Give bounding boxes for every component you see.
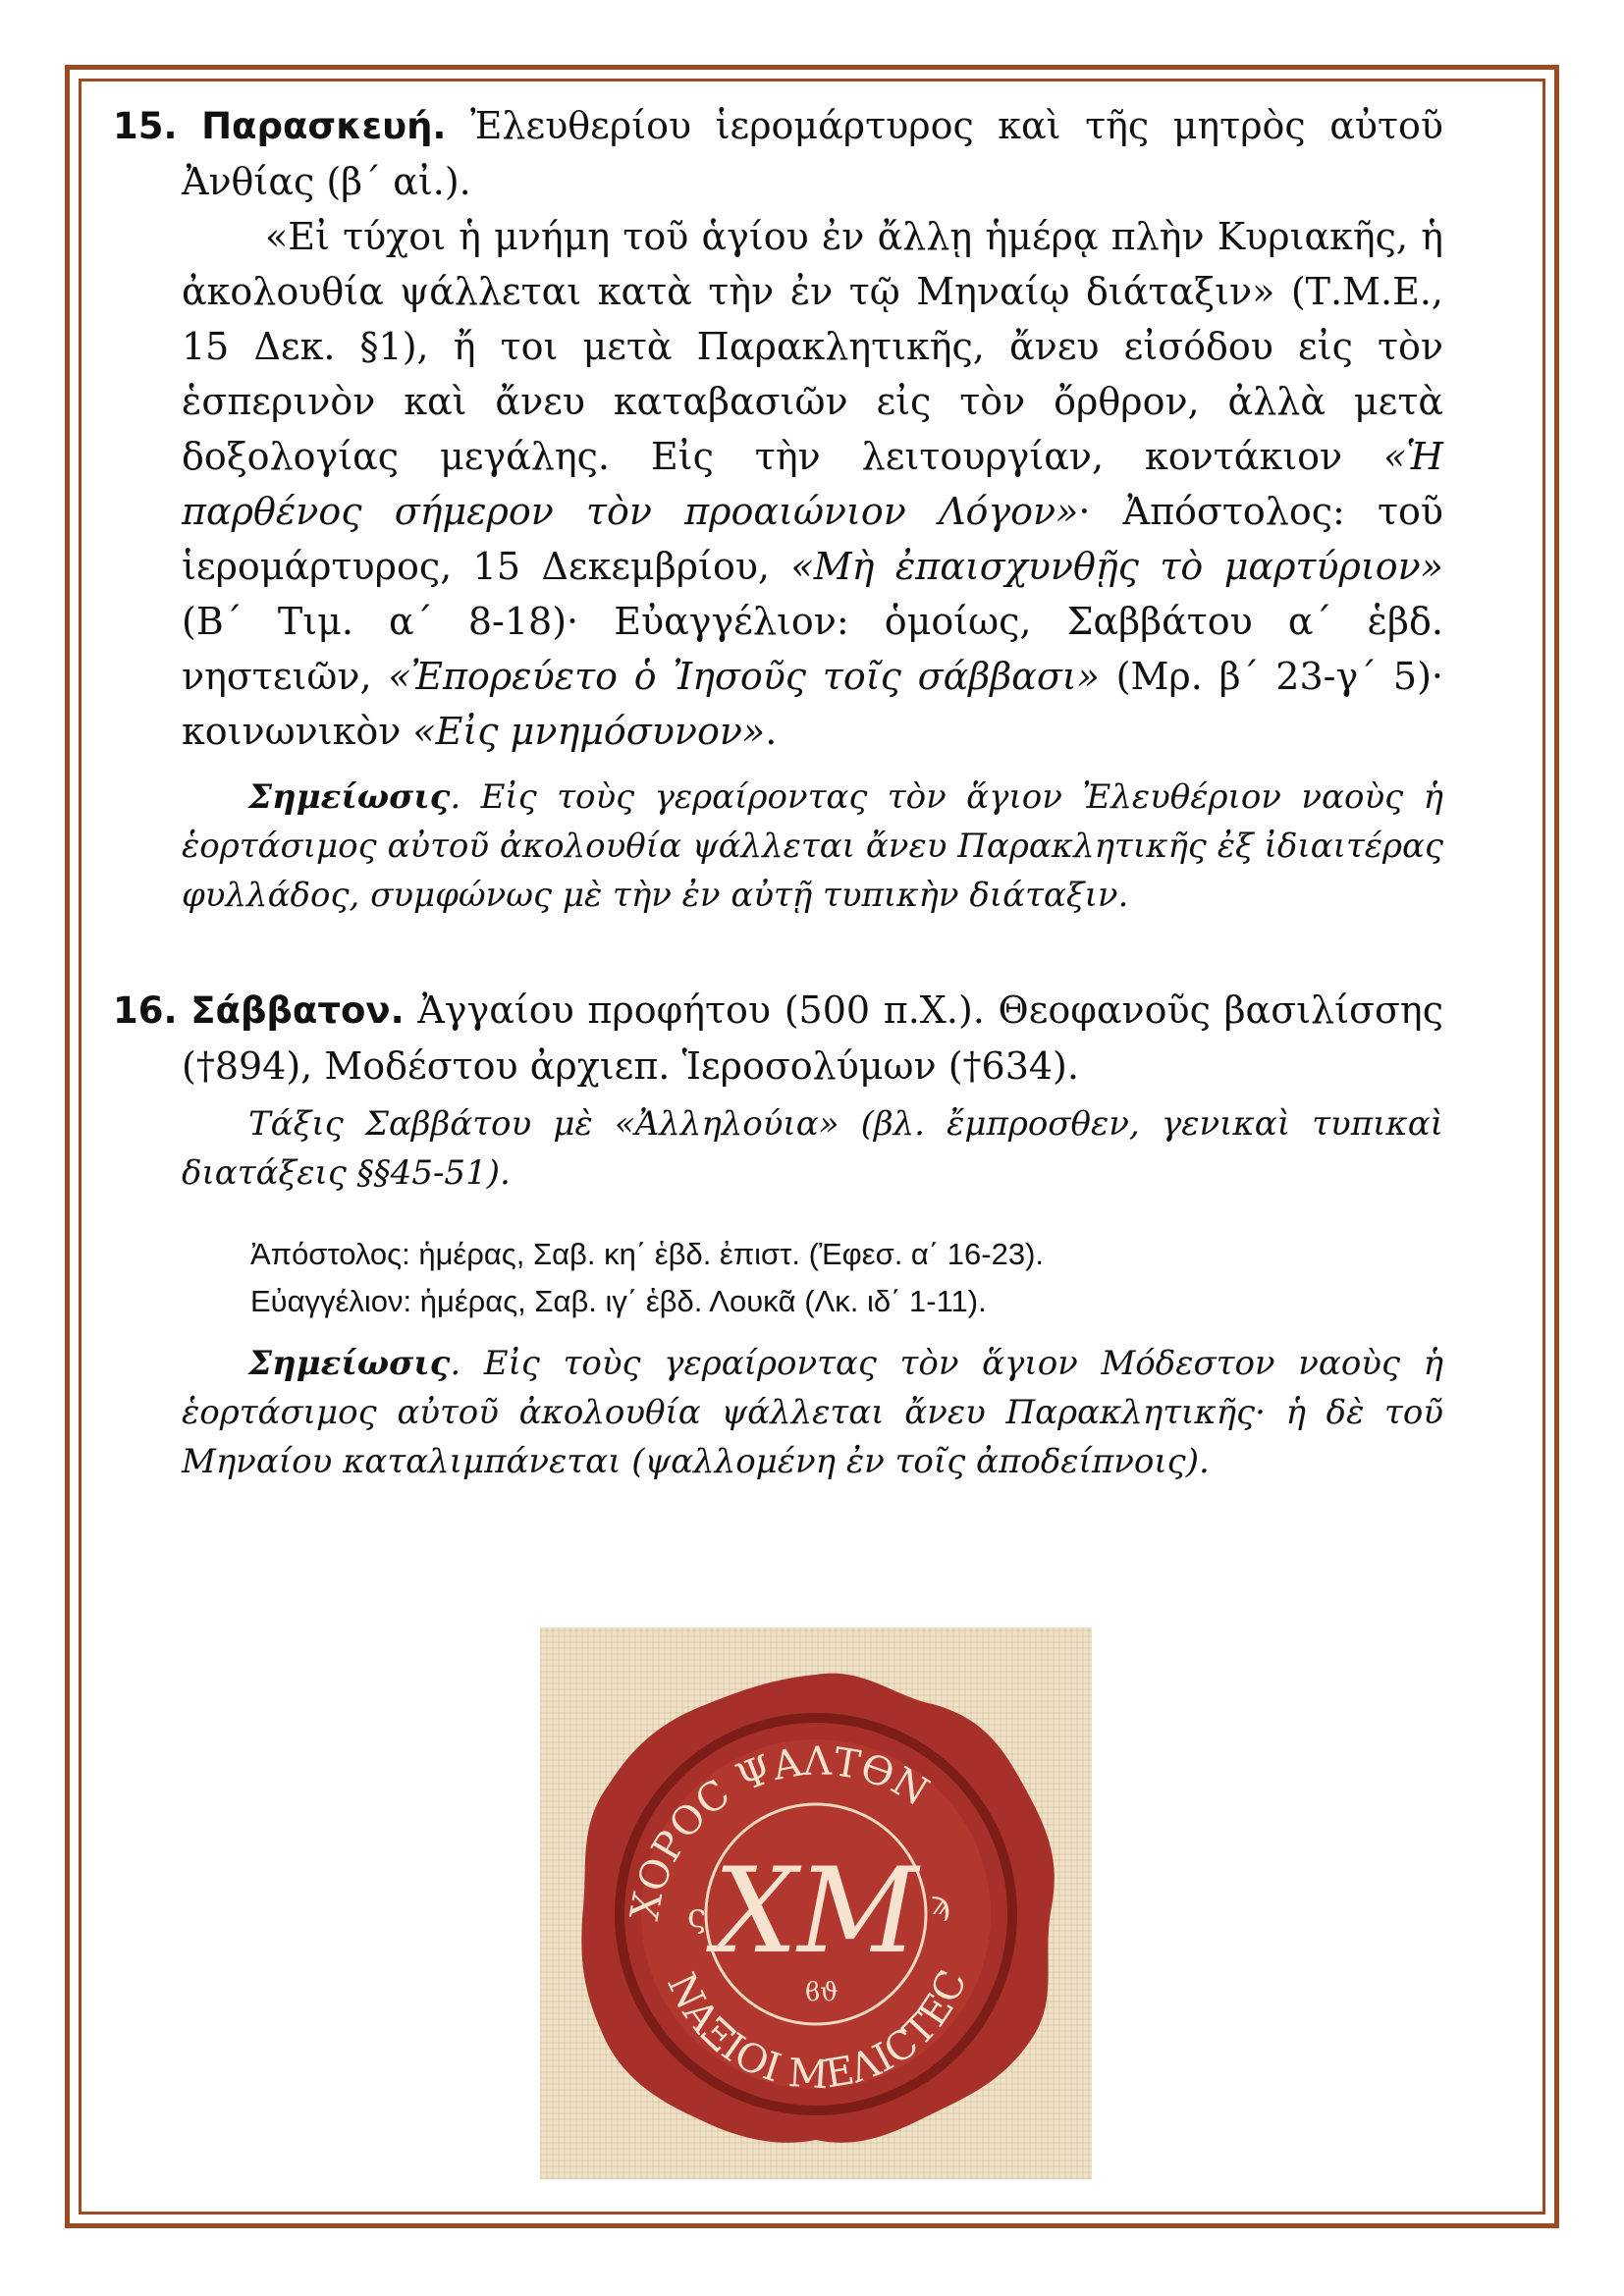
- seal-bottom-text: ΝΑΞΙΟΙ ΜΕΛΙCΤΕC: [658, 1963, 976, 2099]
- entry-16-readings: [113, 1231, 1443, 1325]
- taxis-text: Τάξις Σαββάτου μὲ «Ἀλληλούια» (βλ. ἔμπροσθεν, γενικαὶ τυπικαὶ διατάξεις §§45-51).: [182, 1104, 1443, 1193]
- entry-16-taxis: [113, 1099, 1443, 1198]
- seal-left-mark: ς: [687, 1896, 707, 1936]
- reading-evangelion: Εὐαγγέλιον: ἡμέρας, Σαβ. ιγ΄ ἑβδ. Λουκᾶ (Λκ. ιδ΄ 1-11).: [250, 1284, 987, 1318]
- entry-number: 15.: [113, 105, 178, 147]
- entry-16-note: [113, 1339, 1443, 1486]
- reading-apostolos: Ἀπόστολος: ἡμέρας, Σαβ. κη΄ ἑβδ. ἐπιστ. (Ἐφεσ. α΄ 16-23).: [250, 1237, 1045, 1271]
- entry-15-heading: [113, 98, 1443, 209]
- entry-day: Σάββατον.: [190, 989, 405, 1032]
- entry-16-heading: [113, 983, 1443, 1094]
- seal-under-mark: ϐϑ: [805, 1978, 839, 2007]
- entry-number: 16.: [113, 989, 178, 1032]
- page-content: [113, 98, 1443, 1520]
- body-text: «Εἰ τύχοι ἡ μνήμη τοῦ ἁγίου ἐν ἄλλῃ ἡμέρᾳ πλὴν Κυριακῆς, ἡ ἀκολουθία ψάλλεται κατὰ τὴν ἐν τῷ Μηναίῳ διάταξιν» (Τ.Μ.Ε., 15 Δεκ. §1), ἤ τοι μετὰ Παρακλητικῆς, ἄνευ εἰσόδου εἰς τὸν ἑσπερινὸν καὶ ἄνευ καταβασιῶν εἰς τὸν ὄρθρον, ἀλλὰ μετὰ δοξολογίας μεγάλης. Εἰς τὴν λειτουργίαν, κοντάκιον: [182, 215, 1443, 478]
- apostle-quote: «Μὴ ἐπαισχυνθῇς τὸ μαρτύριον»: [790, 545, 1444, 588]
- entry-title: Ἀγγαίου προφήτου (500 π.Χ.). Θεοφανοῦς βασιλίσσης (†894), Μοδέστου ἀρχιεπ. Ἱεροσολύμων (†634).: [182, 988, 1443, 1088]
- seal-right-mark: ϡ: [931, 1884, 950, 1923]
- entry-title: Ἐλευθερίου ἱερομάρτυρος καὶ τῆς μητρὸς αὐτοῦ Ἀνθίας (β΄ αἰ.).: [182, 104, 1443, 203]
- kontakion-quote: «Ἡ παρθένος σήμερον τὸν προαιώνιον Λόγον»: [182, 435, 1443, 533]
- note-text: . Εἰς τοὺς γεραίροντας τὸν ἅγιον Μόδεστον ναοὺς ἡ ἑορτάσιμος αὐτοῦ ἀκολουθία ψάλλεται ἄνευ Παρακλητικῆς· ἡ δὲ τοῦ Μηναίου καταλιμπάνεται (ψαλλομένη ἐν τοῖς ἀποδείπνοις).: [182, 1344, 1443, 1481]
- wax-seal-image: [540, 1628, 1092, 2179]
- seal-top-text: ΧΟΡΟC ΨΑΛΤϴΝ: [622, 1738, 937, 1924]
- gospel-quote: «Ἐπορεύετο ὁ Ἰησοῦς τοῖς σάββασι»: [388, 655, 1100, 698]
- body-text: .: [765, 710, 778, 753]
- entry-15-body: [113, 209, 1443, 759]
- wax-seal-graphic: [540, 1628, 1092, 2179]
- body-text: (Μρ. β΄ 23-γ΄ 5)· κοινωνικὸν: [182, 655, 1443, 753]
- note-label: Σημείωσις: [248, 1344, 451, 1383]
- seal-monogram: ΧΜ: [713, 1843, 919, 1980]
- koinonikon-quote: «Εἰς μνημόσυνον»: [412, 710, 766, 753]
- entry-15-note: [113, 773, 1443, 920]
- body-text: (Β΄ Τιμ. α΄ 8-18)· Εὐαγγέλιον: ὁμοίως, Σαββάτου α΄ ἑβδ. νηστειῶν,: [182, 600, 1443, 698]
- note-label: Σημείωσις: [248, 777, 451, 817]
- entry-day: Παρασκευή.: [201, 105, 447, 147]
- note-text: . Εἰς τοὺς γεραίροντας τὸν ἅγιον Ἐλευθέριον ναοὺς ἡ ἑορτάσιμος αὐτοῦ ἀκολουθία ψάλλεται ἄνευ Παρακλητικῆς ἐξ ἰδιαιτέρας φυλλάδος, συμφώνως μὲ τὴν ἐν αὐτῇ τυπικὴν διάταξιν.: [182, 777, 1443, 915]
- body-text: · Ἀπόστολος: τοῦ ἱερομάρτυρος, 15 Δεκεμβρίου,: [182, 490, 1443, 588]
